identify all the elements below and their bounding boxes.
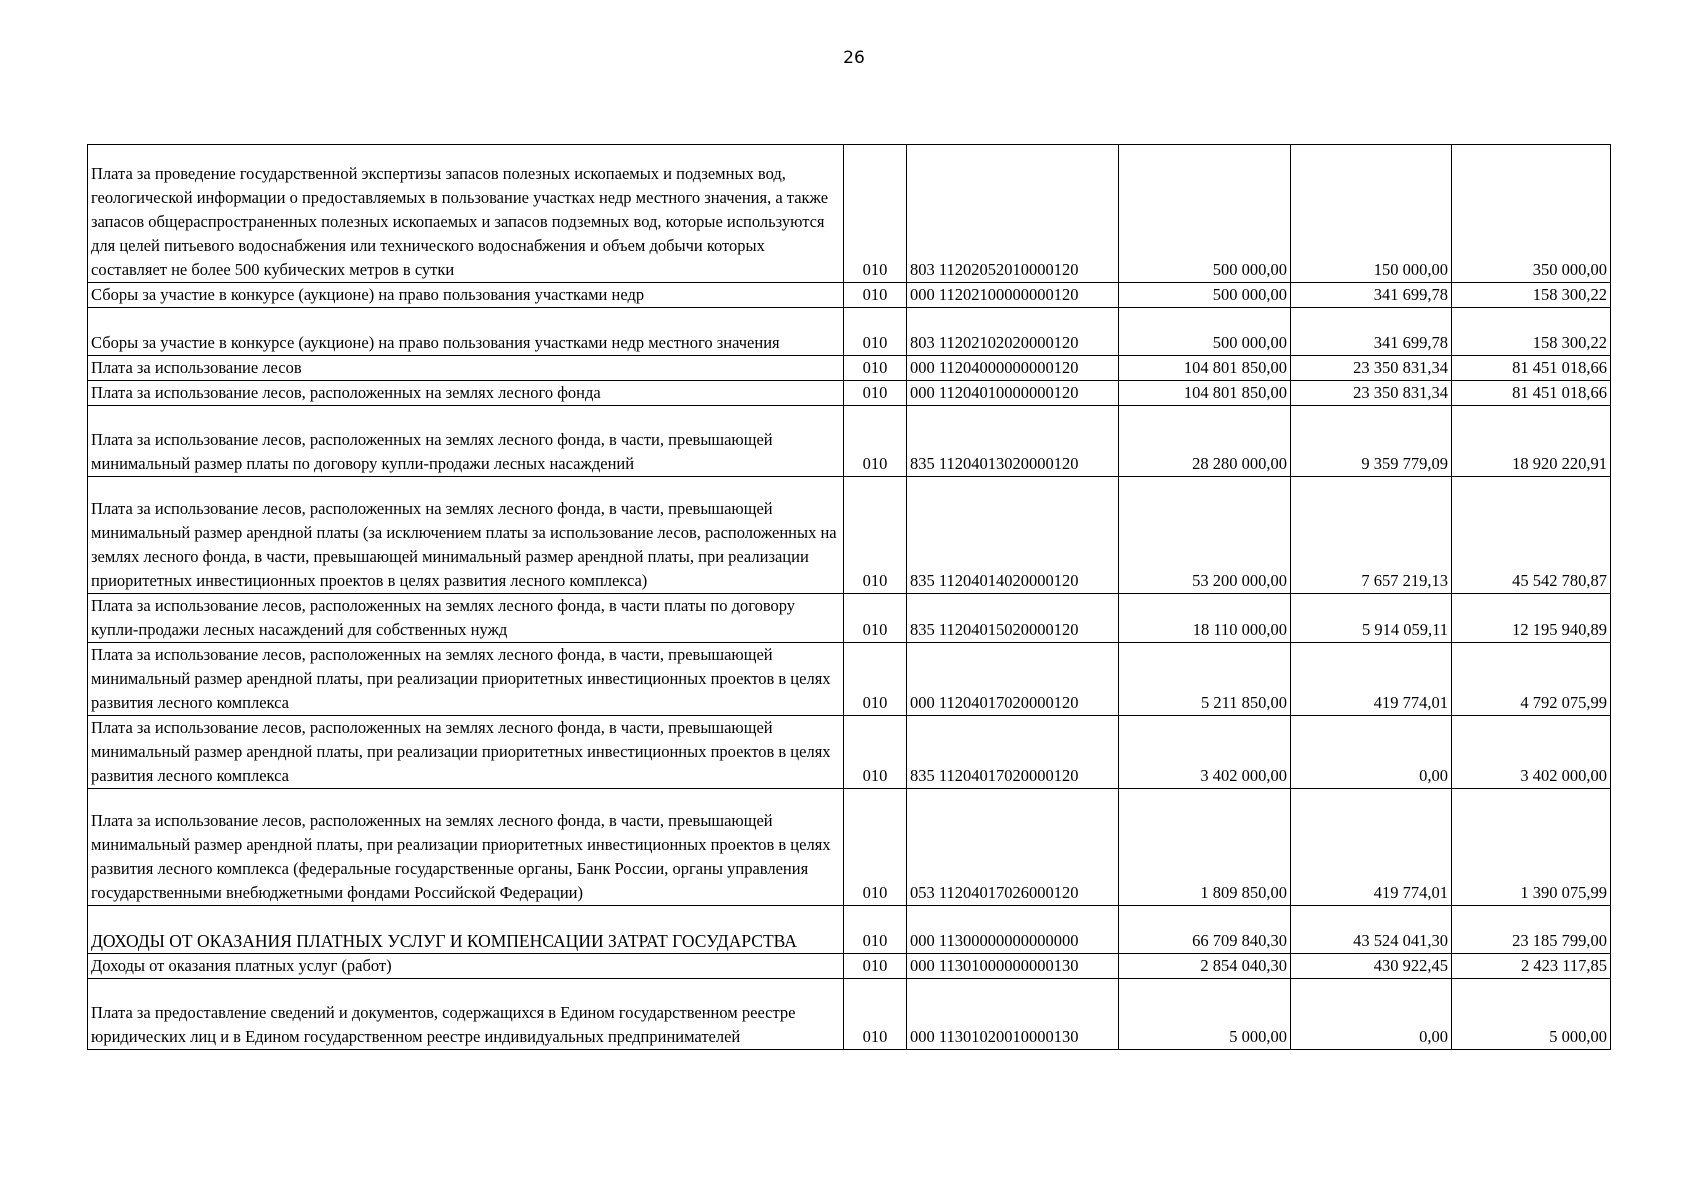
unexecuted-amount: 4 792 075,99 [1452,643,1611,716]
revenue-name: Плата за использование лесов, расположенных на землях лесного фонда, в части, превышающей минимальный размер арендной платы (за исключением платы за использование лесов, расположенных на землях лесного фонда, в части, превышающей минимальный размер арендной платы, при реализации приоритетных инвестиционных проектов в целях развития лесного комплекса) [88,477,844,594]
revenue-name: Плата за проведение государственной экспертизы запасов полезных ископаемых и подземных вод, геологической информации о предоставляемых в пользование участках недр местного значения, а также запасов общераспространенных полезных ископаемых и запасов подземных вод, которые используются для целей питьевого водоснабжения или технического водоснабжения и объем добычи которых составляет не более 500 кубических метров в сутки [88,145,844,283]
revenue-name: Сборы за участие в конкурсе (аукционе) на право пользования участками недр местного значения [88,308,844,356]
budget-classification-code: 835 11204015020000120 [907,594,1119,643]
executed-amount: 150 000,00 [1291,145,1452,283]
table-row [88,789,1611,906]
line-code: 010 [844,308,907,356]
revenue-name: Сборы за участие в конкурсе (аукционе) на право пользования участками недр [88,283,844,308]
budget-classification-code: 835 11204014020000120 [907,477,1119,594]
budget-classification-code: 835 11204017020000120 [907,716,1119,789]
approved-amount: 5 211 850,00 [1119,643,1291,716]
approved-amount: 28 280 000,00 [1119,406,1291,477]
executed-amount: 430 922,45 [1291,954,1452,979]
executed-amount: 7 657 219,13 [1291,477,1452,594]
line-code: 010 [844,145,907,283]
unexecuted-amount: 158 300,22 [1452,283,1611,308]
line-code: 010 [844,643,907,716]
table-row [88,406,1611,477]
revenue-name: Плата за использование лесов, расположенных на землях лесного фонда, в части, превышающей минимальный размер платы по договору купли-продажи лесных насаждений [88,406,844,477]
line-code: 010 [844,954,907,979]
table-row [88,477,1611,594]
budget-classification-code: 803 11202102020000120 [907,308,1119,356]
table-row [88,145,1611,283]
unexecuted-amount: 45 542 780,87 [1452,477,1611,594]
unexecuted-amount: 23 185 799,00 [1452,906,1611,954]
revenue-name: Плата за использование лесов, расположенных на землях лесного фонда, в части, превышающей минимальный размер арендной платы, при реализации приоритетных инвестиционных проектов в целях развития лесного комплекса (федеральные государственные органы, Банк России, органы управления государственными внебюджетными фондами Российской Федерации) [88,789,844,906]
approved-amount: 2 854 040,30 [1119,954,1291,979]
table-row [88,381,1611,406]
line-code: 010 [844,477,907,594]
approved-amount: 500 000,00 [1119,283,1291,308]
unexecuted-amount: 81 451 018,66 [1452,381,1611,406]
line-code: 010 [844,356,907,381]
budget-classification-code: 000 11301020010000130 [907,979,1119,1050]
budget-classification-code: 053 11204017026000120 [907,789,1119,906]
unexecuted-amount: 81 451 018,66 [1452,356,1611,381]
revenue-name: Плата за использование лесов, расположенных на землях лесного фонда, в части, превышающей минимальный размер арендной платы, при реализации приоритетных инвестиционных проектов в целях развития лесного комплекса [88,716,844,789]
unexecuted-amount: 2 423 117,85 [1452,954,1611,979]
unexecuted-amount: 3 402 000,00 [1452,716,1611,789]
table-row [88,356,1611,381]
line-code: 010 [844,406,907,477]
line-code: 010 [844,979,907,1050]
budget-classification-code: 000 11301000000000130 [907,954,1119,979]
table-row [88,283,1611,308]
line-code: 010 [844,381,907,406]
table-row [88,594,1611,643]
executed-amount: 0,00 [1291,716,1452,789]
line-code: 010 [844,594,907,643]
table-row [88,954,1611,979]
revenue-name: Плата за использование лесов [88,356,844,381]
executed-amount: 419 774,01 [1291,789,1452,906]
revenue-name: Плата за использование лесов, расположенных на землях лесного фонда [88,381,844,406]
revenue-name: Плата за использование лесов, расположенных на землях лесного фонда, в части, превышающей минимальный размер арендной платы, при реализации приоритетных инвестиционных проектов в целях развития лесного комплекса [88,643,844,716]
unexecuted-amount: 5 000,00 [1452,979,1611,1050]
unexecuted-amount: 18 920 220,91 [1452,406,1611,477]
budget-classification-code: 000 11300000000000000 [907,906,1119,954]
approved-amount: 66 709 840,30 [1119,906,1291,954]
revenue-name: Доходы от оказания платных услуг (работ) [88,954,844,979]
budget-classification-code: 000 11204010000000120 [907,381,1119,406]
budget-classification-code: 000 11202100000000120 [907,283,1119,308]
table-row [88,308,1611,356]
approved-amount: 104 801 850,00 [1119,381,1291,406]
table-row [88,716,1611,789]
unexecuted-amount: 158 300,22 [1452,308,1611,356]
approved-amount: 104 801 850,00 [1119,356,1291,381]
executed-amount: 23 350 831,34 [1291,381,1452,406]
approved-amount: 53 200 000,00 [1119,477,1291,594]
table-row [88,643,1611,716]
table-row [88,906,1611,954]
approved-amount: 1 809 850,00 [1119,789,1291,906]
approved-amount: 3 402 000,00 [1119,716,1291,789]
revenue-name: ДОХОДЫ ОТ ОКАЗАНИЯ ПЛАТНЫХ УСЛУГ И КОМПЕНСАЦИИ ЗАТРАТ ГОСУДАРСТВА [88,906,844,954]
line-code: 010 [844,789,907,906]
executed-amount: 43 524 041,30 [1291,906,1452,954]
budget-classification-code: 000 11204017020000120 [907,643,1119,716]
budget-classification-code: 803 11202052010000120 [907,145,1119,283]
executed-amount: 341 699,78 [1291,283,1452,308]
budget-revenue-table [87,144,1611,1050]
approved-amount: 500 000,00 [1119,145,1291,283]
line-code: 010 [844,283,907,308]
executed-amount: 23 350 831,34 [1291,356,1452,381]
executed-amount: 0,00 [1291,979,1452,1050]
unexecuted-amount: 350 000,00 [1452,145,1611,283]
page-number: 26 [843,48,865,68]
budget-classification-code: 000 11204000000000120 [907,356,1119,381]
approved-amount: 18 110 000,00 [1119,594,1291,643]
executed-amount: 341 699,78 [1291,308,1452,356]
line-code: 010 [844,906,907,954]
approved-amount: 5 000,00 [1119,979,1291,1050]
executed-amount: 419 774,01 [1291,643,1452,716]
executed-amount: 5 914 059,11 [1291,594,1452,643]
line-code: 010 [844,716,907,789]
revenue-name: Плата за использование лесов, расположенных на землях лесного фонда, в части платы по договору купли-продажи лесных насаждений для собственных нужд [88,594,844,643]
table-row [88,979,1611,1050]
unexecuted-amount: 1 390 075,99 [1452,789,1611,906]
approved-amount: 500 000,00 [1119,308,1291,356]
unexecuted-amount: 12 195 940,89 [1452,594,1611,643]
executed-amount: 9 359 779,09 [1291,406,1452,477]
budget-classification-code: 835 11204013020000120 [907,406,1119,477]
revenue-name: Плата за предоставление сведений и документов, содержащихся в Едином государственном реестре юридических лиц и в Едином государственном реестре индивидуальных предпринимателей [88,979,844,1050]
